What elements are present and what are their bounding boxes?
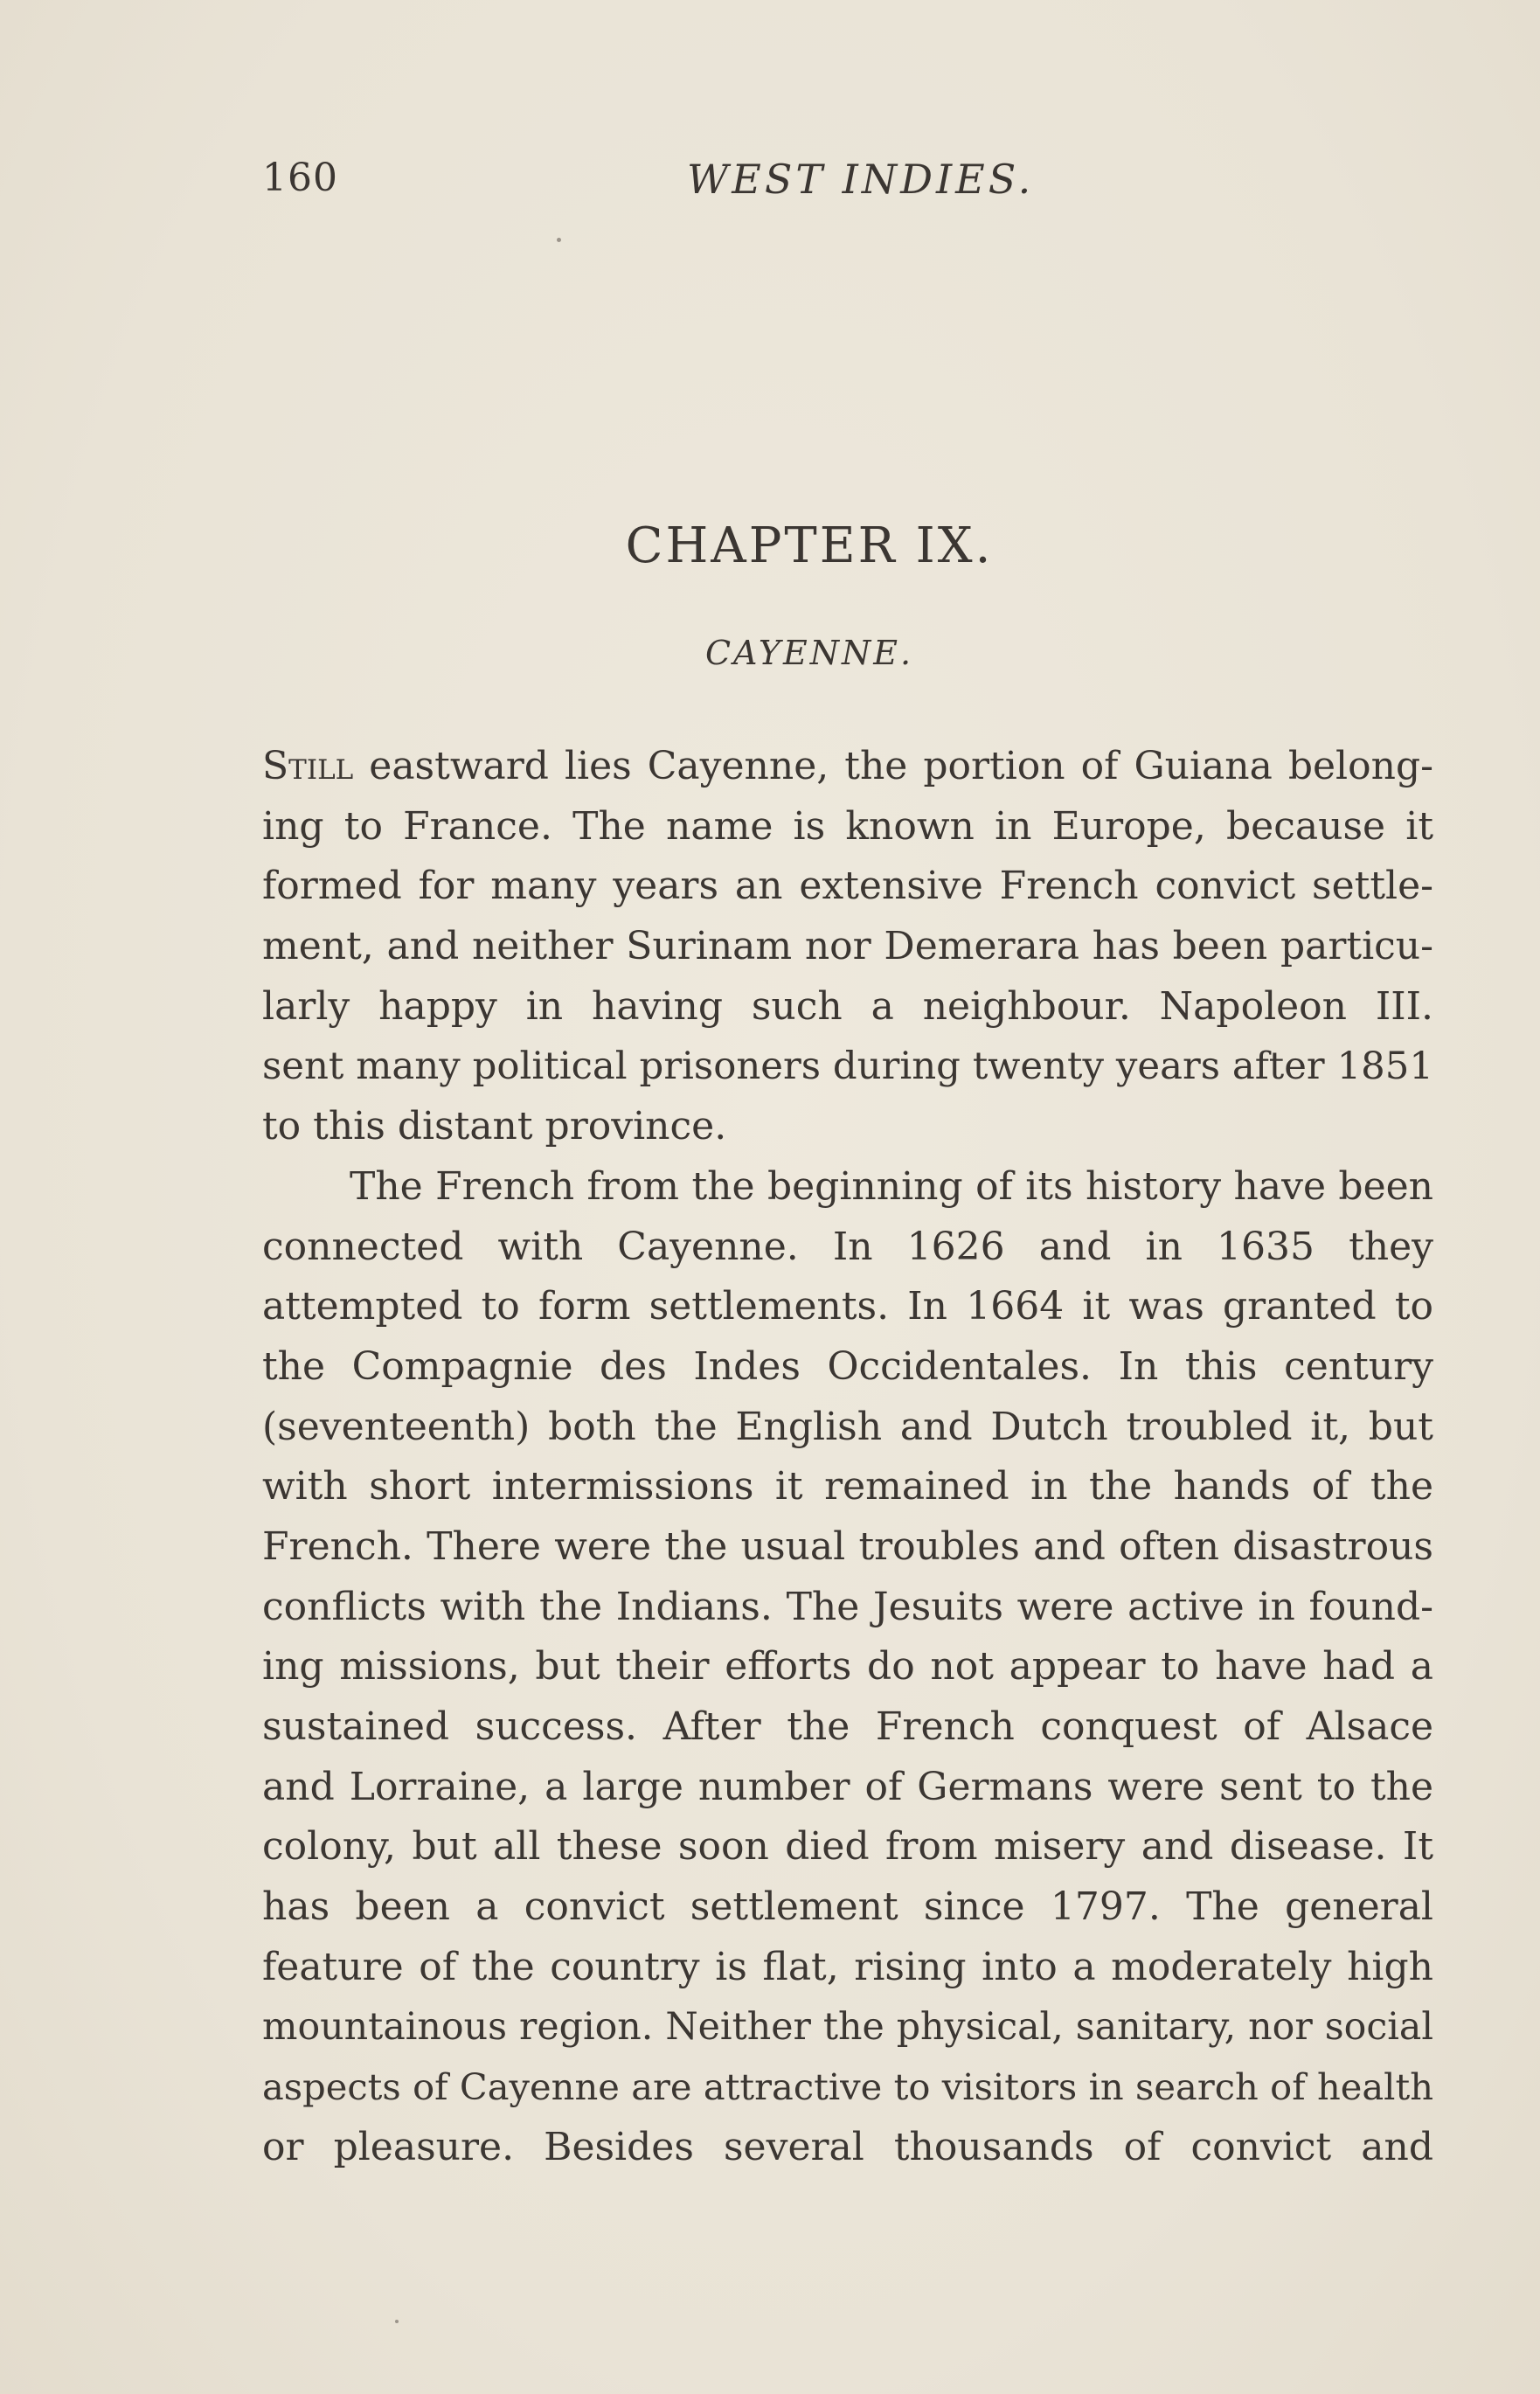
text-line (262, 737, 1433, 797)
drop-word: Still (262, 744, 354, 788)
text-line: French. There were the usual troubles and often disastrous (262, 1523, 1433, 1569)
text-line: connected with Cayenne. In 1626 and in 1635 they (262, 1224, 1433, 1269)
text-line: colony, but all these soon died from misery and disease. It (262, 1824, 1433, 1870)
text-line: mountainous region. Neither the physical, sanitary, nor social (262, 2005, 1433, 2050)
text-line: larly happy in having such a neighbour. Napoleon III. (262, 983, 1433, 1029)
text-line: feature of the country is flat, rising into a moderately high (262, 1944, 1433, 1989)
text-line: sent many political prisoners during twenty years after 1851 (262, 1044, 1433, 1089)
text-line: has been a convict settlement since 1797. The general (262, 1884, 1433, 1930)
text-line: ment, and neither Surinam nor Demerara has been particu- (262, 924, 1433, 969)
text-line: to this distant province. (262, 1104, 727, 1149)
text-line: or pleasure. Besides several thousands of convict and (262, 2124, 1433, 2169)
paper-speck (557, 238, 561, 242)
text-line: formed for many years an extensive French convict settle- (262, 864, 1433, 909)
text-line: attempted to form settlements. In 1664 it was granted to (262, 1284, 1433, 1329)
text-line: The French from the beginning of its history have been (350, 1163, 1433, 1209)
text-line: and Lorraine, a large number of Germans were sent to the (262, 1764, 1433, 1809)
text-line-content: eastward lies Cayenne, the portion of Guiana belong- (353, 744, 1433, 788)
chapter-subtitle: CAYENNE. (704, 634, 914, 672)
text-line: the Compagnie des Indes Occidentales. In this century (262, 1343, 1433, 1389)
text-line: ing missions, but their efforts do not appear to have had a (262, 1644, 1433, 1690)
text-line: sustained success. After the French conquest of Alsace (262, 1704, 1433, 1749)
text-line: (seventeenth) both the English and Dutch troubled it, but (262, 1404, 1433, 1449)
chapter-heading: CHAPTER IX. (625, 517, 994, 574)
running-title: WEST INDIES. (687, 156, 1035, 203)
body-text (262, 737, 1433, 2178)
text-line: ing to France. The name is known in Europe, because it (262, 803, 1433, 849)
paper-speck (395, 2320, 399, 2323)
text-line: with short intermissions it remained in the hands of the (262, 1464, 1433, 1509)
running-head (262, 156, 1433, 208)
page-number: 160 (262, 156, 338, 200)
text-line: aspects of Cayenne are attractive to visitors in search of health (262, 2065, 1433, 2109)
text-line: conflicts with the Indians. The Jesuits were active in found- (262, 1584, 1433, 1629)
